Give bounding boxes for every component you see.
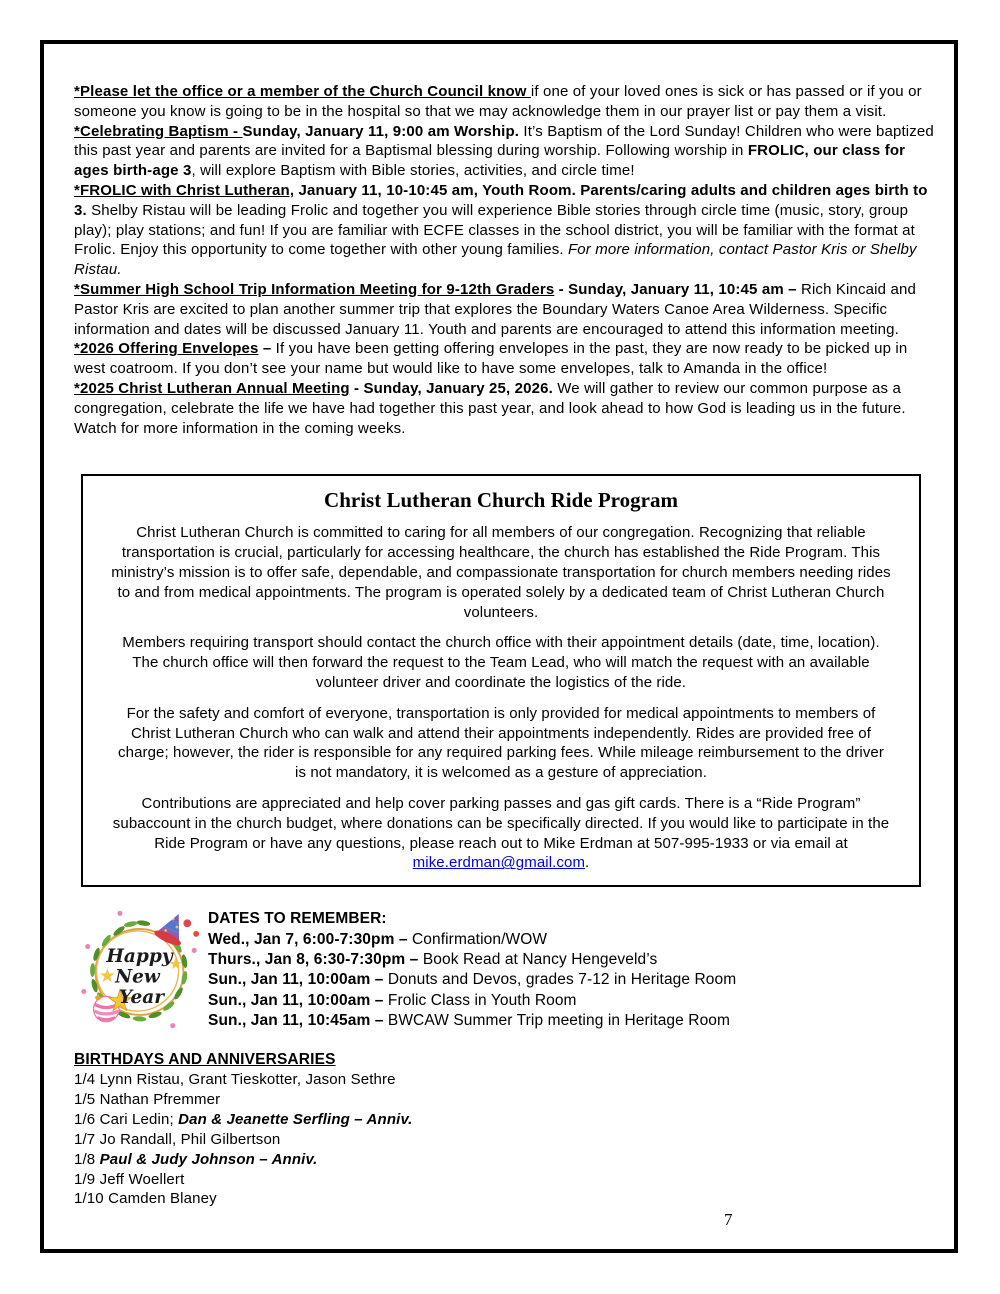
- birthdays-heading: BIRTHDAYS AND ANNIVERSARIES: [74, 1051, 336, 1069]
- party-hat-icon: [152, 907, 193, 949]
- hny-word-happy: Happy: [106, 946, 173, 968]
- date-when: Sun., Jan 11, 10:45am –: [208, 1012, 384, 1030]
- birthday-item: 1/5 Nathan Pfremmer: [74, 1090, 221, 1108]
- birthday-item: 1/4 Lynn Ristau, Grant Tieskotter, Jason Sethre: [74, 1071, 396, 1088]
- email-link[interactable]: mike.erdman@gmail.com: [412, 854, 586, 872]
- date-item: [208, 930, 736, 950]
- date-desc: Donuts and Devos, grades 7-12 in Heritage Room: [383, 971, 737, 989]
- birthday-item: 1/6 Cari Ledin; Dan & Jeanette Serfling – Anniv.: [74, 1110, 413, 1128]
- announcement-celebrating-baptism: *Celebrating Baptism - Sunday, January 11, 9:00 am Worship. It’s Baptism of the Lord Sunday! Children who were baptized this past year and parents are invited for a Baptismal blessing during worship. Following worship in FROLIC, our class for ages birth-age 3, will explore Baptism with Bible stories, activities, and circle time!: [74, 122, 934, 180]
- happy-new-year-graphic: [77, 906, 202, 1034]
- birthday-item: 1/9 Jeff Woellert: [74, 1170, 185, 1188]
- date-item: [208, 1011, 736, 1031]
- birthday-item: 1/10 Camden Blaney: [74, 1190, 217, 1208]
- ride-program-title: Christ Lutheran Church Ride Program: [324, 488, 678, 513]
- announcement-annual-meeting: *2025 Christ Lutheran Annual Meeting - Sunday, January 25, 2026. We will gather to review our common purpose as a congregation, celebrate the life we have had together this past year, and look ahead to how God is leading us in the future. Watch for more information in the coming weeks.: [74, 379, 906, 437]
- date-when: Wed., Jan 7, 6:00-7:30pm –: [208, 930, 408, 948]
- date-desc: Book Read at Nancy Hengeveld’s: [418, 950, 658, 968]
- ride-program-paragraph-4: Contributions are appreciated and help cover parking passes and gas gift cards. There is a “Ride Program” subaccount in the church budget, where donations can be specifically directed. If you would like to participate in the Ride Program or have any questions, please reach out to Mike Erdman at 507-995-1933 or via email at mike.erdman@gmail.com.: [112, 794, 890, 872]
- date-when: Thurs., Jan 8, 6:30-7:30pm –: [208, 950, 419, 968]
- date-when: Sun., Jan 11, 10:00am –: [208, 971, 384, 989]
- date-item: [208, 970, 736, 990]
- announcement-offering-envelopes: *2026 Offering Envelopes – If you have been getting offering envelopes in the past, they are now ready to be picked up in west coatroom. If you don’t see your name but would like to have some envelopes, talk to Amanda in the office!: [74, 340, 908, 378]
- birthday-item: 1/8 Paul & Judy Johnson – Anniv.: [74, 1150, 318, 1168]
- ride-program-box: [81, 474, 921, 887]
- newsletter-page: [40, 40, 958, 1253]
- hny-word-year: Year: [118, 987, 165, 1009]
- date-when: Sun., Jan 11, 10:00am –: [208, 991, 384, 1009]
- dates-list: [208, 909, 736, 1031]
- date-item: [208, 991, 736, 1011]
- dates-section: [77, 906, 936, 1034]
- ride-program-paragraph-2: Members requiring transport should contact the church office with their appointment details (date, time, location). The church office will then forward the request to the Team Lead, who will match the request with an available volunteer driver and coordinate the logistics of the ride.: [122, 634, 880, 691]
- date-item: [208, 950, 736, 970]
- announcements-section: [74, 82, 936, 438]
- ride-program-paragraph-3: For the safety and comfort of everyone, transportation is only provided for medical appointments to members of Christ Lutheran Church who can walk and attend their appointments independently. Rides are provided free of charge; however, the rider is responsible for any required parking fees. While mileage reimbursement to the driver is not mandatory, it is welcomed as a gesture of appreciation.: [118, 704, 884, 782]
- hny-word-new: New: [115, 966, 160, 988]
- announcement-office-notify: *Please let the office or a member of the Church Council know if one of your loved ones is sick or has passed or if you or someone you know is going to be in the hospital so that we may acknowledge them in our prayer list or pay them a visit.: [74, 83, 922, 120]
- date-desc: Frolic Class in Youth Room: [383, 991, 577, 1009]
- birthday-item: 1/7 Jo Randall, Phil Gilbertson: [74, 1130, 281, 1148]
- ride-program-paragraph-1: Christ Lutheran Church is committed to caring for all members of our congregation. Recognizing that reliable transportation is crucial, particularly for accessing healthcare, the church has established the Ride Program. This ministry’s mission is to offer safe, dependable, and compassionate transportation for church members needing rides to and from medical appointments. The program is operated solely by a dedicated team of Christ Lutheran Church volunteers.: [111, 524, 891, 621]
- date-desc: BWCAW Summer Trip meeting in Heritage Room: [383, 1012, 731, 1030]
- announcement-summer-trip-meeting: *Summer High School Trip Information Meeting for 9-12th Graders - Sunday, January 11, 10:45 am – Rich Kincaid and Pastor Kris are excited to plan another summer trip that explores the Boundary Waters Canoe Area Wilderness. Specific information and dates will be discussed January 11. Youth and parents are encouraged to attend this information meeting.: [74, 280, 916, 338]
- birthdays-section: [74, 1050, 936, 1209]
- date-desc: Confirmation/WOW: [407, 930, 548, 948]
- dates-heading: DATES TO REMEMBER:: [208, 910, 387, 928]
- announcement-frolic: *FROLIC with Christ Lutheran, January 11, 10-10:45 am, Youth Room. Parents/caring adults and children ages birth to 3. Shelby Ristau will be leading Frolic and together you will experience Bible stories through circle time (music, story, group play); play stations; and fun! If you are familiar with ECFE classes in the school district, you will be familiar with the format at Frolic. Enjoy this opportunity to come together with other young families. For more information, contact Pastor Kris or Shelby Ristau.: [74, 181, 928, 279]
- page-number: 7: [724, 1210, 733, 1229]
